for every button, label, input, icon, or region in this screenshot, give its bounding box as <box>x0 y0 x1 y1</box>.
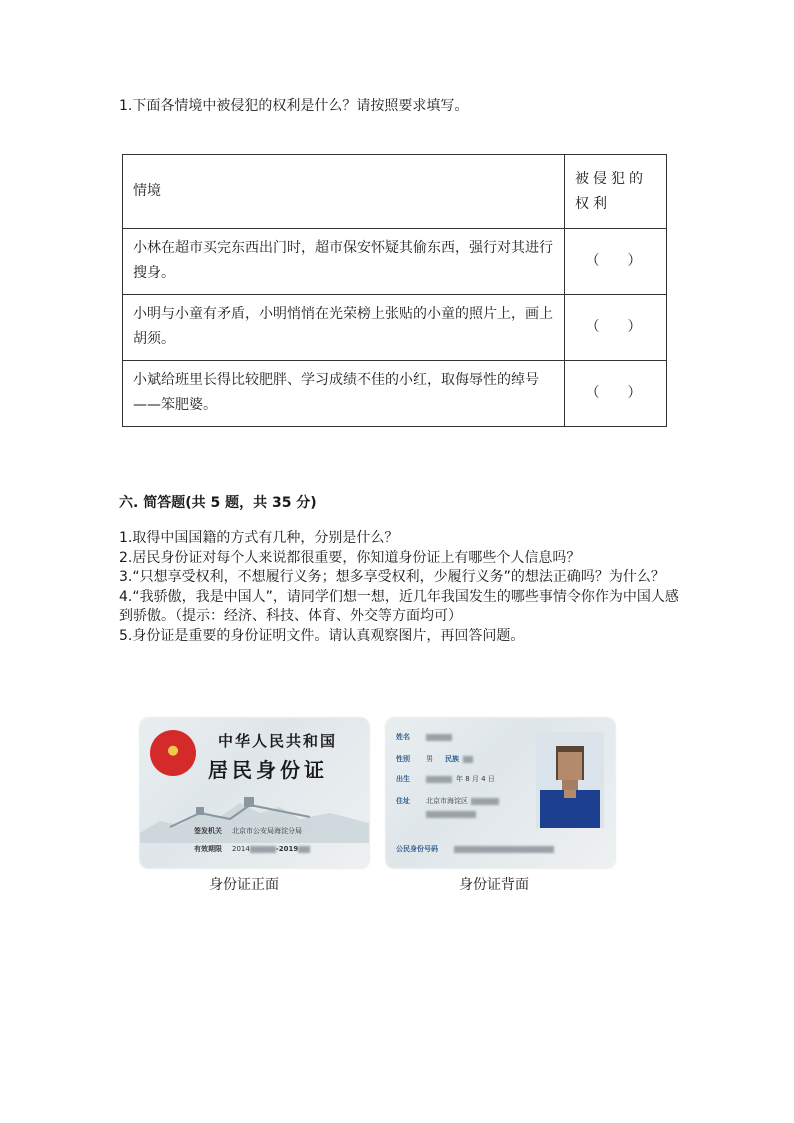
table-header-row <box>123 155 667 229</box>
national-emblem-icon <box>150 730 196 776</box>
question-item: 1.取得中国国籍的方式有几种，分别是什么？ <box>119 530 399 546</box>
answer-blank: （ ） <box>585 253 642 269</box>
redacted-block <box>463 756 473 763</box>
address-row-2 <box>426 810 476 818</box>
pixelated-portrait-icon <box>536 732 604 828</box>
id-card-back-image <box>386 718 615 868</box>
front-caption: 身份证正面 <box>209 877 279 893</box>
question-item: 3.“只想享受权利，不想履行义务；想多享受权利，少履行义务”的想法正确吗？为什么？ <box>119 569 665 585</box>
question-item: 4.“我骄傲，我是中国人”，请同学们想一想，近几年我国发生的哪些事情令你作为中国人感到骄傲。（提示：经济、科技、体育、外交等方面均可） <box>119 588 679 624</box>
issuing-authority <box>194 826 302 836</box>
redacted-block <box>426 734 452 741</box>
question-item: 2.居民身份证对每个人来说都很重要，你知道身份证上有哪些个人信息吗？ <box>119 549 581 566</box>
validity-start: 2014 <box>232 845 250 853</box>
answer-blank: （ ） <box>585 385 642 401</box>
rights-table <box>122 154 667 427</box>
back-caption: 身份证背面 <box>459 877 529 893</box>
redacted-block <box>250 846 276 853</box>
situation-cell: 小林在超市买完东西出门时，超市保安怀疑其偷东西，强行对其进行搜身。 <box>123 229 565 295</box>
short-answer-questions <box>119 529 679 646</box>
redacted-block <box>426 811 476 818</box>
sex-label: 性别 <box>396 755 410 763</box>
redacted-block <box>298 846 310 853</box>
address-value: 北京市海淀区 <box>426 797 468 805</box>
sex-value: 男 <box>426 755 433 763</box>
validity-period <box>194 844 310 854</box>
id-number-label: 公民身份号码 <box>396 845 438 853</box>
validity-label: 有效期限 <box>194 845 222 853</box>
answer-cell[interactable] <box>565 295 667 361</box>
redacted-block <box>426 776 452 783</box>
authority-label: 签发机关 <box>194 827 222 835</box>
answer-blank: （ ） <box>585 319 642 335</box>
portrait-photo <box>536 732 604 828</box>
address-row <box>396 796 499 806</box>
redacted-block <box>454 846 554 853</box>
table-row <box>123 361 667 427</box>
ethnic-label: 民族 <box>445 755 459 763</box>
answer-cell[interactable] <box>565 361 667 427</box>
card-title-country: 中华人民共和国 <box>218 732 338 750</box>
birth-label: 出生 <box>396 775 410 783</box>
sex-row <box>396 754 473 764</box>
authority-value: 北京市公安局海淀分局 <box>232 827 302 835</box>
question-item: 5.身份证是重要的身份证明文件。请认真观察图片，再回答问题。 <box>119 627 525 644</box>
birth-row <box>396 774 495 784</box>
address-label: 住址 <box>396 797 410 805</box>
id-number-row <box>396 844 554 854</box>
situation-cell: 小明与小童有矛盾，小明悄悄在光荣榜上张贴的小童的照片上，画上胡须。 <box>123 295 565 361</box>
table-row <box>123 295 667 361</box>
table-row <box>123 229 667 295</box>
situation-cell: 小斌给班里长得比较肥胖、学习成绩不佳的小红，取侮辱性的绰号——笨肥婆。 <box>123 361 565 427</box>
section-6-title: 六. 简答题(共 5 题，共 35 分) <box>119 495 317 511</box>
card-title-id: 居民身份证 <box>208 758 328 782</box>
question-1-text: 1.下面各情境中被侵犯的权利是什么？请按照要求填写。 <box>119 98 469 114</box>
name-label: 姓名 <box>396 733 410 741</box>
redacted-block <box>471 798 499 805</box>
answer-cell[interactable] <box>565 229 667 295</box>
birth-value: 年 8 月 4 日 <box>456 775 495 783</box>
id-card-front-image <box>140 718 369 868</box>
validity-end: -2019 <box>275 845 299 853</box>
header-situation: 情境 <box>123 155 565 229</box>
name-row <box>396 732 452 742</box>
header-right: 被侵犯的权利 <box>565 155 667 229</box>
